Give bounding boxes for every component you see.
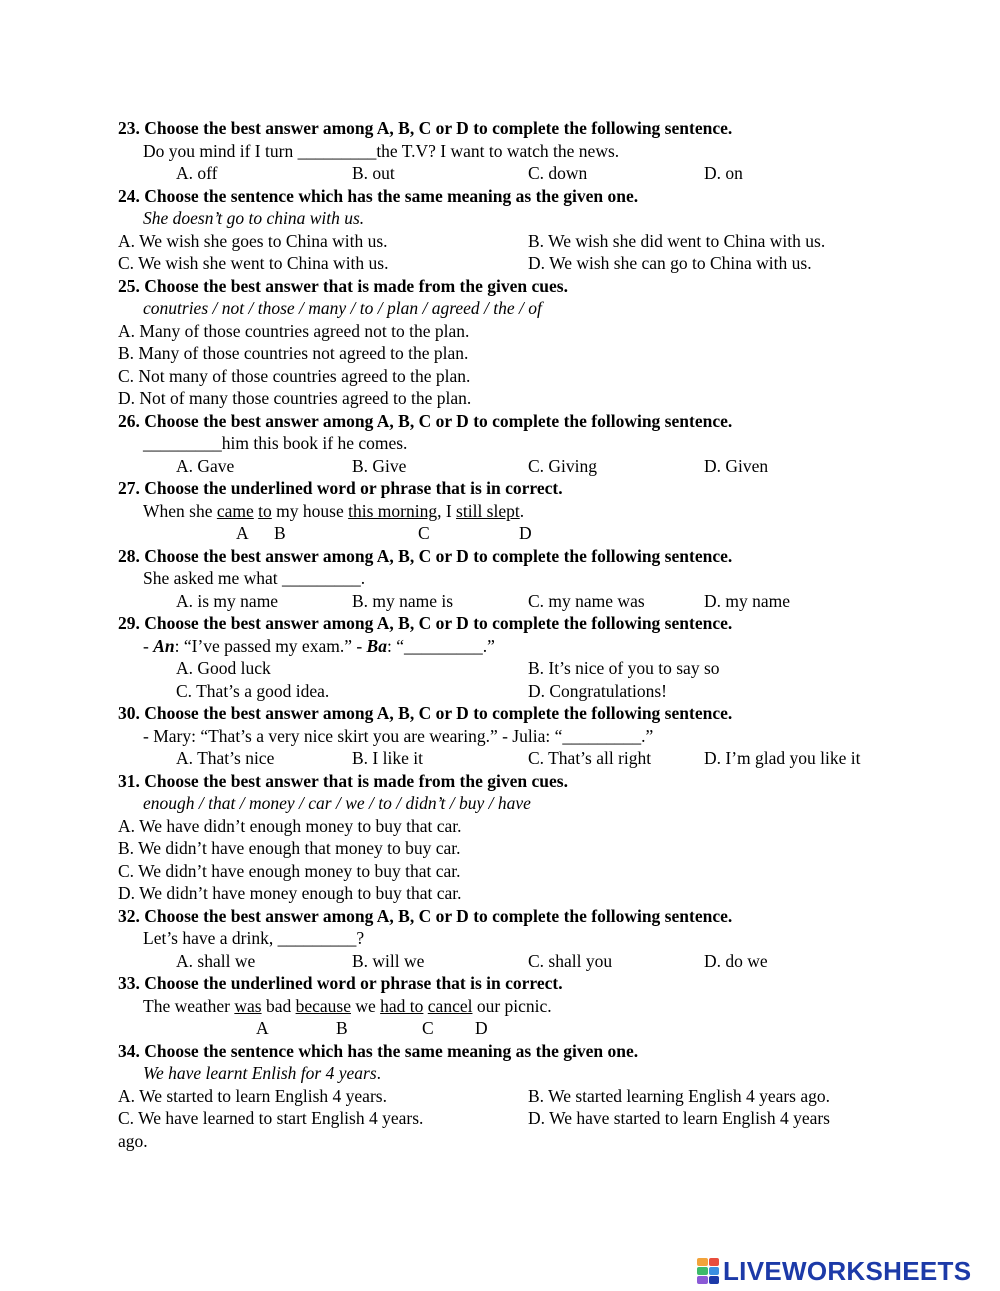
option-a[interactable]: A. We started to learn English 4 years. bbox=[118, 1085, 387, 1106]
option-d[interactable]: D. We wish she can go to China with us. bbox=[528, 253, 812, 273]
question-24-options-row2 bbox=[118, 252, 978, 275]
question-23-title: 23. Choose the best answer among A, B, C or D to complete the following sentence. bbox=[118, 118, 733, 138]
option-d[interactable]: D. I’m glad you like it bbox=[704, 748, 861, 768]
worksheet bbox=[118, 117, 978, 1152]
option-c[interactable]: C. That’s all right bbox=[528, 748, 652, 768]
question-25-cues: conutries / not / those / many / to / plan / agreed / the / of bbox=[143, 298, 542, 318]
option-d[interactable]: D. We have started to learn English 4 years bbox=[528, 1108, 830, 1128]
question-26-options bbox=[118, 455, 978, 478]
option-b[interactable]: B. We started learning English 4 years ago. bbox=[528, 1085, 831, 1106]
question-31-cues: enough / that / money / car / we / to / didn’t / buy / have bbox=[143, 793, 531, 813]
question-23-options bbox=[118, 162, 978, 185]
letter-b: B bbox=[336, 1018, 348, 1038]
question-34-options-row1 bbox=[118, 1085, 978, 1108]
letter-a: A bbox=[236, 523, 249, 543]
letter-d: D bbox=[475, 1018, 488, 1038]
option-b[interactable]: B. out bbox=[352, 163, 395, 183]
question-30-title: 30. Choose the best answer among A, B, C or D to complete the following sentence. bbox=[118, 703, 733, 723]
option-d[interactable]: D. Congratulations! bbox=[528, 680, 668, 701]
letter-a: A bbox=[256, 1018, 269, 1038]
question-33-title: 33. Choose the underlined word or phrase that is in correct. bbox=[118, 973, 563, 993]
question-24-stem: She doesn’t go to china with us. bbox=[143, 208, 365, 228]
question-29-options-row1 bbox=[118, 657, 978, 680]
option-c[interactable]: C. We have learned to start English 4 years. bbox=[118, 1108, 424, 1128]
question-29-dialogue: - An: “I’ve passed my exam.” - Ba: “_________.” bbox=[143, 635, 495, 656]
question-30-options bbox=[118, 747, 978, 770]
option-c[interactable]: C. We wish she went to China with us. bbox=[118, 253, 389, 273]
option-a[interactable]: A. That’s nice bbox=[176, 748, 275, 768]
option-a[interactable]: A. is my name bbox=[176, 590, 279, 611]
question-24-options-row1 bbox=[118, 230, 978, 253]
question-33-letters bbox=[118, 1017, 978, 1040]
option-c[interactable]: C. Giving bbox=[528, 455, 598, 476]
underlined-b[interactable]: to bbox=[258, 500, 272, 521]
option-c[interactable]: C. down bbox=[528, 163, 588, 183]
letter-b: B bbox=[274, 523, 286, 543]
question-27-sentence: When she came to my house this morning, I still slept. bbox=[143, 500, 525, 521]
liveworksheets-logo[interactable] bbox=[697, 1255, 971, 1287]
question-31-title: 31. Choose the best answer that is made from the given cues. bbox=[118, 770, 568, 791]
question-28-stem: She asked me what _________. bbox=[143, 568, 366, 588]
question-27-title: 27. Choose the underlined word or phrase that is in correct. bbox=[118, 478, 563, 498]
letter-c: C bbox=[418, 523, 430, 543]
option-d[interactable]: D. my name bbox=[704, 590, 791, 611]
question-28-options bbox=[118, 590, 978, 613]
underlined-a[interactable]: came bbox=[216, 500, 254, 521]
underlined-c[interactable]: had to bbox=[380, 995, 424, 1016]
option-b[interactable]: B. Give bbox=[352, 455, 407, 476]
question-24-title: 24. Choose the sentence which has the same meaning as the given one. bbox=[118, 185, 639, 206]
option-b[interactable]: B. It’s nice of you to say so bbox=[528, 658, 720, 678]
option-b[interactable]: B. my name is bbox=[352, 590, 454, 611]
question-23-stem: Do you mind if I turn _________the T.V? I want to watch the news. bbox=[143, 140, 620, 161]
question-32-options bbox=[118, 950, 978, 973]
letter-c: C bbox=[422, 1018, 434, 1038]
question-25-title: 25. Choose the best answer that is made from the given cues. bbox=[118, 275, 568, 296]
question-29-options-row2 bbox=[118, 680, 978, 703]
liveworksheets-logo-text: LIVEWORKSHEETS bbox=[723, 1255, 972, 1286]
option-a[interactable]: A. Gave bbox=[176, 455, 235, 476]
option-d[interactable]: D. We didn’t have money enough to buy that car. bbox=[118, 883, 462, 903]
question-28-title: 28. Choose the best answer among A, B, C or D to complete the following sentence. bbox=[118, 545, 733, 566]
option-a[interactable]: A. Many of those countries agreed not to the plan. bbox=[118, 320, 470, 341]
question-26-title: 26. Choose the best answer among A, B, C or D to complete the following sentence. bbox=[118, 410, 733, 431]
option-c[interactable]: C. Not many of those countries agreed to the plan. bbox=[118, 365, 471, 386]
option-c[interactable]: C. That’s a good idea. bbox=[176, 680, 330, 701]
underlined-c[interactable]: this morning bbox=[348, 500, 438, 521]
question-27-letters bbox=[118, 522, 978, 545]
option-d[interactable]: D. Not of many those countries agreed to the plan. bbox=[118, 388, 472, 408]
speaker-ba: Ba bbox=[366, 635, 387, 656]
speaker-an: An bbox=[153, 635, 175, 656]
question-34-stem: We have learnt Enlish for 4 years. bbox=[143, 1063, 382, 1083]
option-b[interactable]: B. We didn’t have enough that money to buy car. bbox=[118, 838, 461, 858]
liveworksheets-logo-icon bbox=[697, 1258, 719, 1284]
option-d[interactable]: D. on bbox=[704, 163, 743, 183]
question-34-title: 34. Choose the sentence which has the same meaning as the given one. bbox=[118, 1040, 639, 1061]
option-b[interactable]: B. will we bbox=[352, 950, 425, 971]
question-34-options-row2 bbox=[118, 1107, 978, 1130]
underlined-b[interactable]: because bbox=[295, 995, 351, 1016]
option-c[interactable]: C. We didn’t have enough money to buy that car. bbox=[118, 860, 461, 881]
option-b[interactable]: B. We wish she did went to China with us. bbox=[528, 230, 826, 251]
option-d[interactable]: D. Given bbox=[704, 455, 769, 476]
underlined-a[interactable]: was bbox=[234, 995, 262, 1016]
option-b[interactable]: B. I like it bbox=[352, 748, 423, 768]
underlined-d[interactable]: still slept bbox=[456, 500, 520, 521]
option-a[interactable]: A. shall we bbox=[176, 950, 256, 971]
option-a[interactable]: A. Good luck bbox=[176, 658, 271, 678]
question-29-title: 29. Choose the best answer among A, B, C or D to complete the following sentence. bbox=[118, 613, 733, 633]
letter-d: D bbox=[519, 523, 532, 543]
option-d[interactable]: D. do we bbox=[704, 950, 768, 971]
question-33-sentence: The weather was bad because we had to cancel our picnic. bbox=[143, 995, 552, 1016]
option-a[interactable]: A. We have didn’t enough money to buy that car. bbox=[118, 815, 462, 836]
option-d-continuation: ago. bbox=[118, 1130, 148, 1151]
underlined-d[interactable]: cancel bbox=[427, 995, 473, 1016]
question-26-stem: _________him this book if he comes. bbox=[143, 433, 408, 453]
question-32-stem: Let’s have a drink, _________? bbox=[143, 928, 365, 948]
option-a[interactable]: A. off bbox=[176, 163, 218, 183]
option-c[interactable]: C. shall you bbox=[528, 950, 613, 971]
option-b[interactable]: B. Many of those countries not agreed to the plan. bbox=[118, 343, 469, 363]
option-a[interactable]: A. We wish she goes to China with us. bbox=[118, 230, 388, 251]
question-30-stem: - Mary: “That’s a very nice skirt you are wearing.” - Julia: “_________.” bbox=[143, 725, 654, 746]
option-c[interactable]: C. my name was bbox=[528, 590, 645, 611]
question-32-title: 32. Choose the best answer among A, B, C or D to complete the following sentence. bbox=[118, 905, 733, 926]
